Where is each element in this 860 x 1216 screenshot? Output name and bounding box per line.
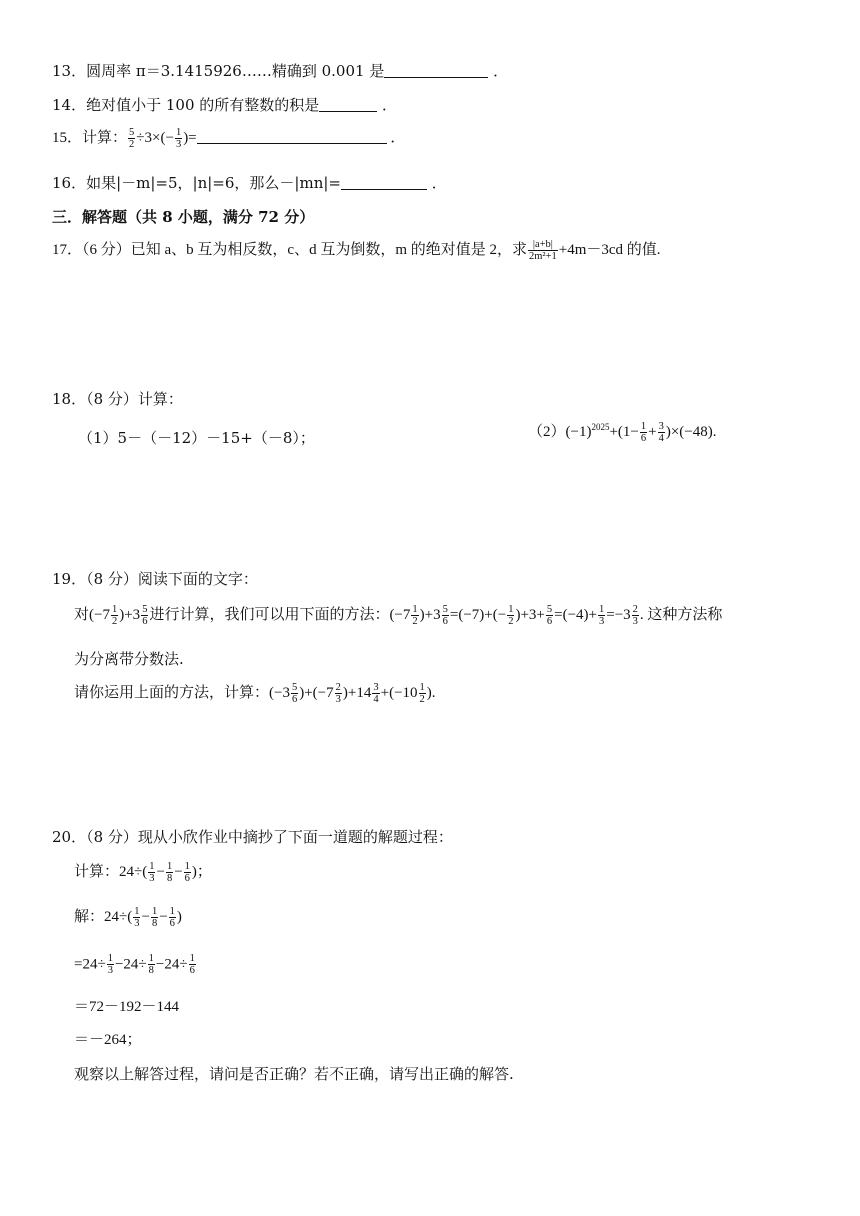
question-number: 20． (52, 828, 87, 846)
question-19-line-2: 为分离带分数法. (74, 650, 184, 668)
question-text: 计算： (82, 130, 128, 146)
question-20-calc: 计算：24÷( $\frac{1}{3}$ − $\frac{1}{8}$ − $\frac{1}{6}$ )； (74, 860, 212, 885)
question-13 (52, 60, 508, 81)
exponent: 2025 (591, 422, 610, 432)
fraction: $\frac{3}{4}$ (658, 420, 664, 445)
answer-blank[interactable] (341, 174, 427, 190)
question-18-part-2 (528, 420, 717, 444)
question-15 (52, 126, 405, 150)
fraction: $\frac{1}{3}$ (175, 126, 182, 151)
question-end: ． (382, 96, 398, 114)
question-text: （8 分）阅读下面的文字： (86, 570, 258, 588)
expr-text: +(1− (609, 424, 639, 440)
question-17 (52, 238, 661, 262)
question-text: 绝对值小于 100 的所有整数的积是 (86, 96, 320, 114)
question-text: 圆周率 π＝3.1415926……精确到 0.001 是 (86, 62, 385, 80)
question-number: 19． (52, 570, 87, 588)
question-18 (52, 388, 183, 409)
question-20-step-3: =24÷ $\frac{1}{3}$ −24÷ $\frac{1}{8}$ −24÷ $\frac{1}{6}$ (74, 953, 195, 977)
question-19-line-3: 请你运用上面的方法，计算：(−3 $\frac{5}{6}$ )+(−7 $\frac{2}{3}$ )+14 $\frac{3}{4}$ +(−10 $\frac{1}{2}$ ). (74, 681, 436, 706)
question-end: ． (431, 174, 447, 192)
question-14 (52, 94, 397, 115)
question-number: 18． (52, 390, 87, 408)
fraction: $\frac{5}{2}$ (129, 126, 135, 151)
question-text-tail: +4m－3cd 的值. (558, 242, 661, 258)
question-text: 如果|－m|=5，|n|=6，那么－|mn|= (86, 174, 341, 192)
answer-blank[interactable] (384, 62, 488, 78)
question-20 (52, 826, 453, 847)
question-number: 16． (52, 174, 87, 192)
question-text: （6 分）已知 a、b 互为相反数，c、d 互为倒数，m 的绝对值是 2，求 (82, 242, 528, 258)
question-16 (52, 172, 447, 193)
answer-blank[interactable] (319, 96, 377, 112)
fraction: $\frac{1}{6}$ (640, 420, 647, 445)
question-end: ． (493, 62, 509, 80)
expr-text: )= (183, 130, 197, 146)
question-20-step-5: ＝－264； (74, 1032, 142, 1048)
section-heading: 三．解答题（共 8 小题，满分 72 分） (52, 208, 315, 226)
fraction: $\frac{|a+b|}{\text{2m²+1}}$ (529, 238, 557, 263)
question-19-line-1: 对(−7 $\frac{1}{2}$ )+3 $\frac{5}{6}$ 进行计算，我们可以用下面的方法：(−7 $\frac{1}{2}$ )+3 $\frac{5}{6}$ =(−7)+(− $\frac{1}{2}$ )+3+ $\frac{5}{6}$ =(−4)+ $\frac{1}{3}$ =−3 $\frac{2}{3}$ . 这种方法称 (74, 603, 723, 628)
question-number: 14． (52, 96, 87, 114)
answer-blank[interactable] (197, 128, 387, 144)
question-19 (52, 568, 258, 589)
expr-text: （2）(−1) (528, 424, 592, 440)
question-number: 13． (52, 62, 87, 80)
question-text: （8 分）计算： (86, 390, 183, 408)
question-20-step-4: ＝72－192－144 (74, 999, 180, 1015)
question-end: ． (390, 130, 406, 146)
expr-text: ÷3×(− (136, 130, 174, 146)
question-number: 15． (52, 130, 83, 146)
question-20-prompt: 观察以上解答过程，请问是否正确？若不正确，请写出正确的解答. (74, 1065, 514, 1083)
question-18-part-1: （1）5－（－12）－15+（－8）； (78, 429, 315, 447)
question-text: （8 分）现从小欣作业中摘抄了下面一道题的解题过程： (86, 828, 453, 846)
question-20-solution: 解：24÷( $\frac{1}{3}$ − $\frac{1}{8}$ − $\frac{1}{6}$ ) (74, 905, 182, 930)
expr-text: )×(−48). (665, 424, 717, 440)
question-number: 17． (52, 242, 83, 258)
expr-text: + (648, 424, 657, 440)
